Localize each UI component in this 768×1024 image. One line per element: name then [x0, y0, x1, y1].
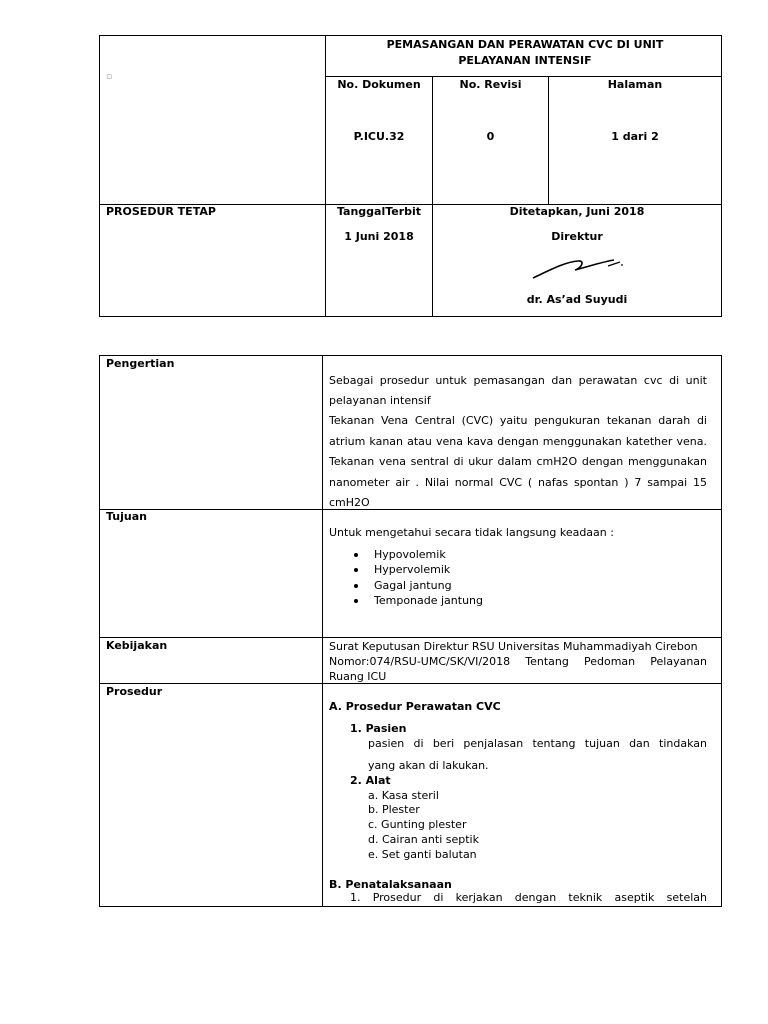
no-revisi-label: No. Revisi: [459, 78, 522, 91]
bullet-icon: [354, 568, 358, 572]
bullet-icon: [354, 553, 358, 557]
list-item: e. Set ganti balutan: [368, 848, 477, 861]
pengertian-line: pelayanan intensif: [329, 394, 431, 407]
kebijakan-line: Surat Keputusan Direktur RSU Universitas Muhammadiyah Cirebon: [329, 640, 698, 653]
direktur-text: Direktur: [551, 230, 603, 243]
pengertian-line: Tekanan vena sentral di ukur dalam cmH2O dengan menggunakan: [329, 455, 707, 468]
list-item: a. Kasa steril: [368, 789, 439, 802]
signature-image: [530, 252, 630, 282]
no-dokumen-label: No. Dokumen: [337, 78, 421, 91]
list-item: Temponade jantung: [374, 594, 484, 607]
tujuan-intro: Untuk mengetahui secara tidak langsung keadaan :: [329, 526, 614, 539]
list-item: Hypovolemik: [374, 548, 446, 561]
section-a-heading: A. Prosedur Perawatan CVC: [329, 700, 501, 713]
logo-placeholder: ▫: [106, 72, 113, 82]
list-item: b. Plester: [368, 803, 420, 816]
tanggal-terbit-value: 1 Juni 2018: [344, 230, 414, 243]
pengertian-line: cmH2O: [329, 496, 370, 509]
pengertian-label: Pengertian: [106, 357, 175, 370]
tanggal-terbit-label: TanggalTerbit: [336, 205, 422, 218]
prosedur-tetap-label: PROSEDUR TETAP: [106, 205, 216, 218]
pengertian-line: Tekanan Vena Central (CVC) yaitu pengukuran tekanan darah di: [329, 414, 707, 427]
signer-name: dr. As’ad Suyudi: [526, 293, 628, 306]
kebijakan-line: Ruang ICU: [329, 670, 387, 683]
section-b-heading: B. Penatalaksanaan: [329, 878, 452, 891]
item-1-desc-line: yang akan di lakukan.: [368, 759, 489, 772]
prosedur-label: Prosedur: [106, 685, 163, 698]
item-1-desc-line: pasien di beri penjalasan tentang tujuan dan tindakan: [368, 737, 707, 750]
halaman-value: 1 dari 2: [611, 130, 659, 143]
item-1-heading: 1. Pasien: [350, 722, 407, 735]
bullet-icon: [354, 584, 358, 588]
pengertian-line: Sebagai prosedur untuk pemasangan dan perawatan cvc di unit: [329, 374, 707, 387]
kebijakan-label: Kebijakan: [106, 639, 168, 652]
list-item: d. Cairan anti septik: [368, 833, 479, 846]
list-item: Gagal jantung: [374, 579, 452, 592]
bullet-icon: [354, 599, 358, 603]
pengertian-line: nanometer air . Nilai normal CVC ( nafas spontan ) 7 sampai 15: [329, 476, 707, 489]
document-title: PEMASANGAN DAN PERAWATAN CVC DI UNIT PELAYANAN INTENSIF: [386, 38, 664, 67]
tujuan-label: Tujuan: [106, 510, 147, 523]
kebijakan-line: Nomor:074/RSU-UMC/SK/VI/2018 Tentang Pedoman Pelayanan: [329, 655, 707, 668]
ditetapkan-text: Ditetapkan, Juni 2018: [509, 205, 645, 218]
b-item-1-line: 1. Prosedur di kerjakan dengan teknik aseptik setelah: [350, 891, 707, 904]
list-item: c. Gunting plester: [368, 818, 467, 831]
no-revisi-value: 0: [486, 130, 495, 143]
no-dokumen-value: P.ICU.32: [353, 130, 405, 143]
halaman-label: Halaman: [607, 78, 663, 91]
pengertian-line: atrium kanan atau vena kava dengan menggunakan katether vena.: [329, 435, 707, 448]
list-item: Hypervolemik: [374, 563, 451, 576]
item-2-heading: 2. Alat: [350, 774, 391, 787]
